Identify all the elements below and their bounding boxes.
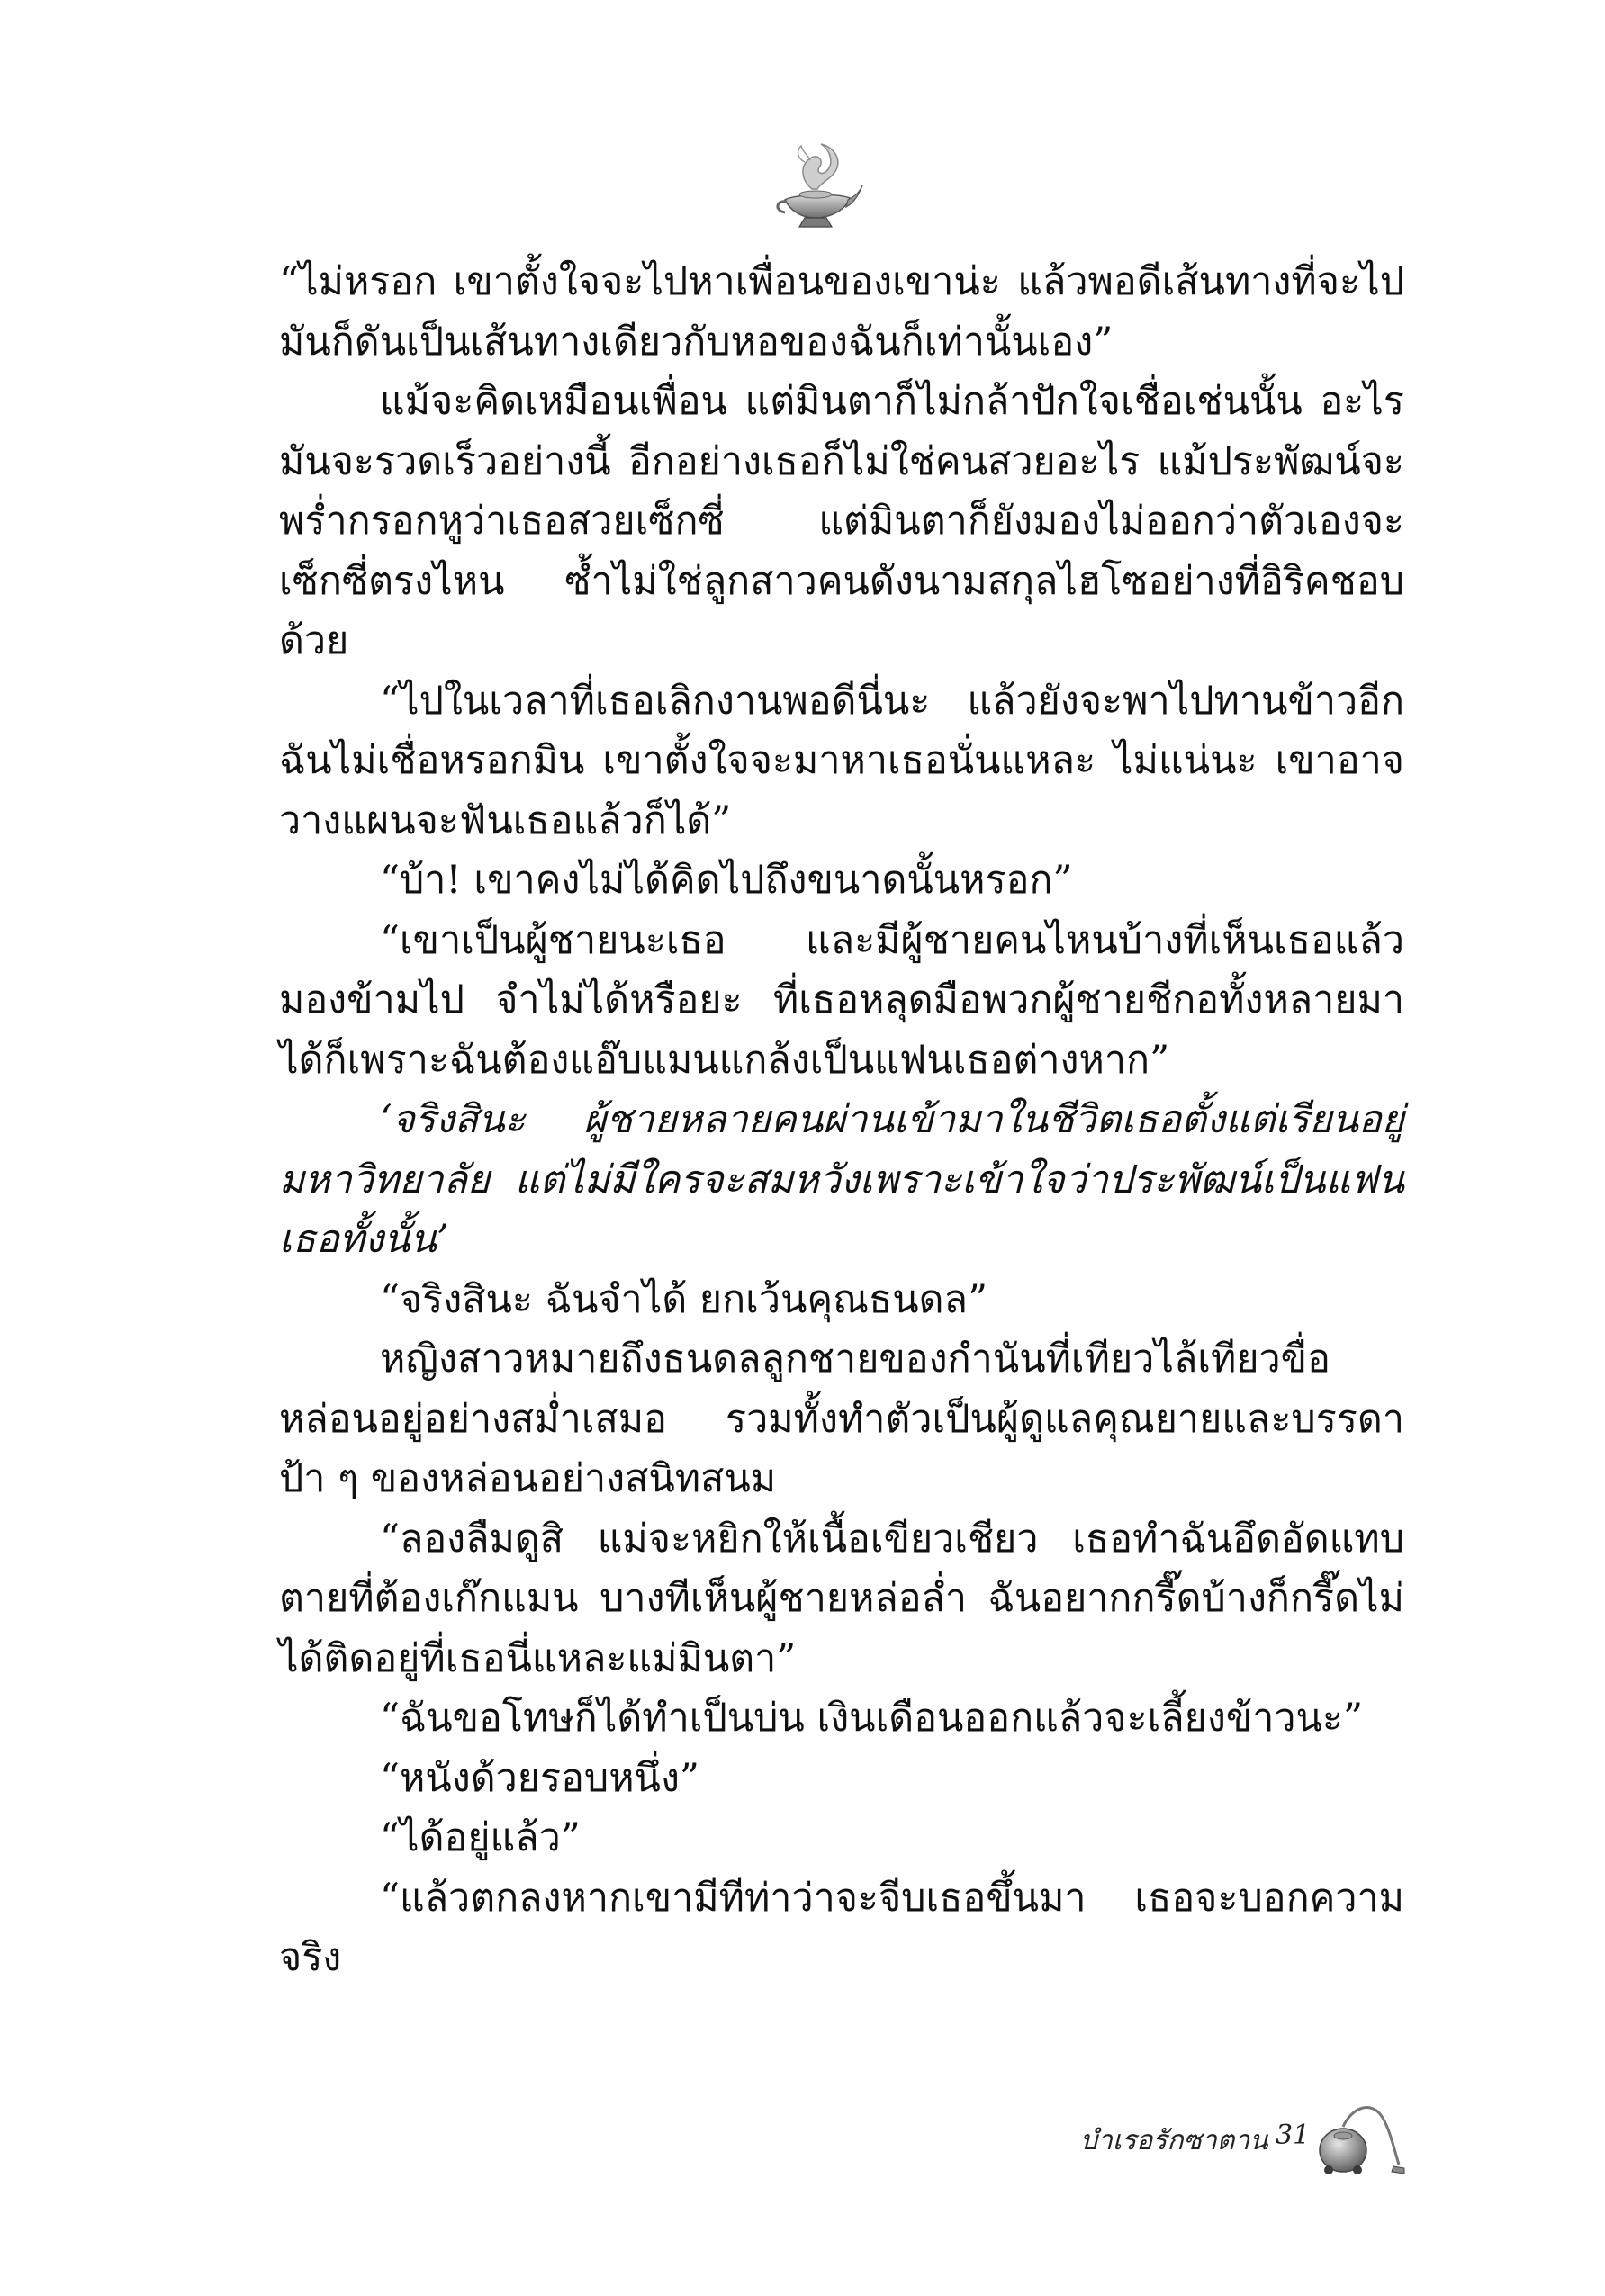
paragraph: “เขาเป็นผู้ชายนะเธอ และมีผู้ชายคนไหนบ้างที่เห็นเธอแล้วมองข้ามไป จำไม่ได้หรือยะ ที่เธอหลุดมือพวกผู้ชายชีกอทั้งหลายมาได้ก็เพราะฉันต้องแอ๊บแมนแกล้งเป็นแฟนเธอต่างหาก” — [279, 917, 1404, 1083]
paragraph: แม้จะคิดเหมือนเพื่อน แต่มินตาก็ไม่กล้าปักใจเชื่อเช่นนั้น อะไรมันจะรวดเร็วอย่างนี้ อีกอย่างเธอก็ไม่ใช่คนสวยอะไร แม้ประพัฒน์จะพร่ำกรอกหูว่าเธอสวยเซ็กซี่ แต่มินตาก็ยังมองไม่ออกว่าตัวเองจะเซ็กซี่ตรงไหน ซ้ำไม่ใช่ลูกสาวคนดังนามสกุลไฮโซอย่างที่อิริคชอบด้วย — [279, 379, 1404, 663]
vacuum-cleaner-icon — [1316, 2091, 1406, 2181]
book-title: บำเรอรักซาตาน — [1080, 2125, 1268, 2156]
paragraph: “ไปในเวลาที่เธอเลิกงานพอดีนี่นะ แล้วยังจะพาไปทานข้าวอีก ฉันไม่เชื่อหรอกมิน เขาตั้งใจจะมาหาเธอนั่นแหละ ไม่แน่นะ เขาอาจวางแผนจะฟันเธอแล้วก็ได้” — [279, 678, 1404, 843]
paragraph: “หนังด้วยรอบหนึ่ง” — [380, 1755, 699, 1801]
body-text — [279, 252, 1404, 1988]
paragraph-italic: ‘จริงสินะ ผู้ชายหลายคนผ่านเข้ามาในชีวิตเธอตั้งแต่เรียนอยู่มหาวิทยาลัย แต่ไม่มีใครจะสมหวังเพราะเข้าใจว่าประพัฒน์เป็นแฟนเธอทั้งนั้น’ — [279, 1097, 1404, 1262]
page-number: 31 — [1276, 2120, 1311, 2151]
paragraph: “บ้า! เขาคงไม่ได้คิดไปถึงขนาดนั้นหรอก” — [380, 858, 1073, 903]
magic-lamp-icon — [765, 135, 864, 234]
paragraph: “ลองลืมดูสิ แม่จะหยิกให้เนื้อเขียวเชียว เธอทำฉันอึดอัดแทบตายที่ต้องเก๊กแมน บางทีเห็นผู้ชายหล่อล่ำ ฉันอยากกรี๊ดบ้างก็กรี๊ดไม่ได้ติดอยู่ที่เธอนี่แหละแม่มินตา” — [279, 1516, 1404, 1681]
paragraph: “ไม่หรอก เขาตั้งใจจะไปหาเพื่อนของเขาน่ะ แล้วพอดีเส้นทางที่จะไปมันก็ดันเป็นเส้นทางเดียวกับหอของฉันก็เท่านั้นเอง” — [279, 259, 1404, 365]
paragraph: “ได้อยู่แล้ว” — [380, 1815, 581, 1860]
page-footer — [1080, 2084, 1404, 2192]
paragraph: “จริงสินะ ฉันจำได้ ยกเว้นคุณธนดล” — [380, 1276, 987, 1322]
paragraph: “ฉันขอโทษก็ได้ทำเป็นบ่น เงินเดือนออกแล้วจะเลี้ยงข้าวนะ” — [380, 1696, 1364, 1741]
paragraph: “แล้วตกลงหากเขามีทีท่าว่าจะจีบเธอขึ้นมา เธอจะบอกความจริง — [279, 1875, 1404, 1980]
paragraph: หญิงสาวหมายถึงธนดลลูกชายของกำนันที่เทียวไล้เทียวขื่อหล่อนอยู่อย่างสม่ำเสมอ รวมทั้งทำตัวเป็นผู้ดูแลคุณยายและบรรดาป้า ๆ ของหล่อนอย่างสนิทสนม — [279, 1337, 1404, 1501]
